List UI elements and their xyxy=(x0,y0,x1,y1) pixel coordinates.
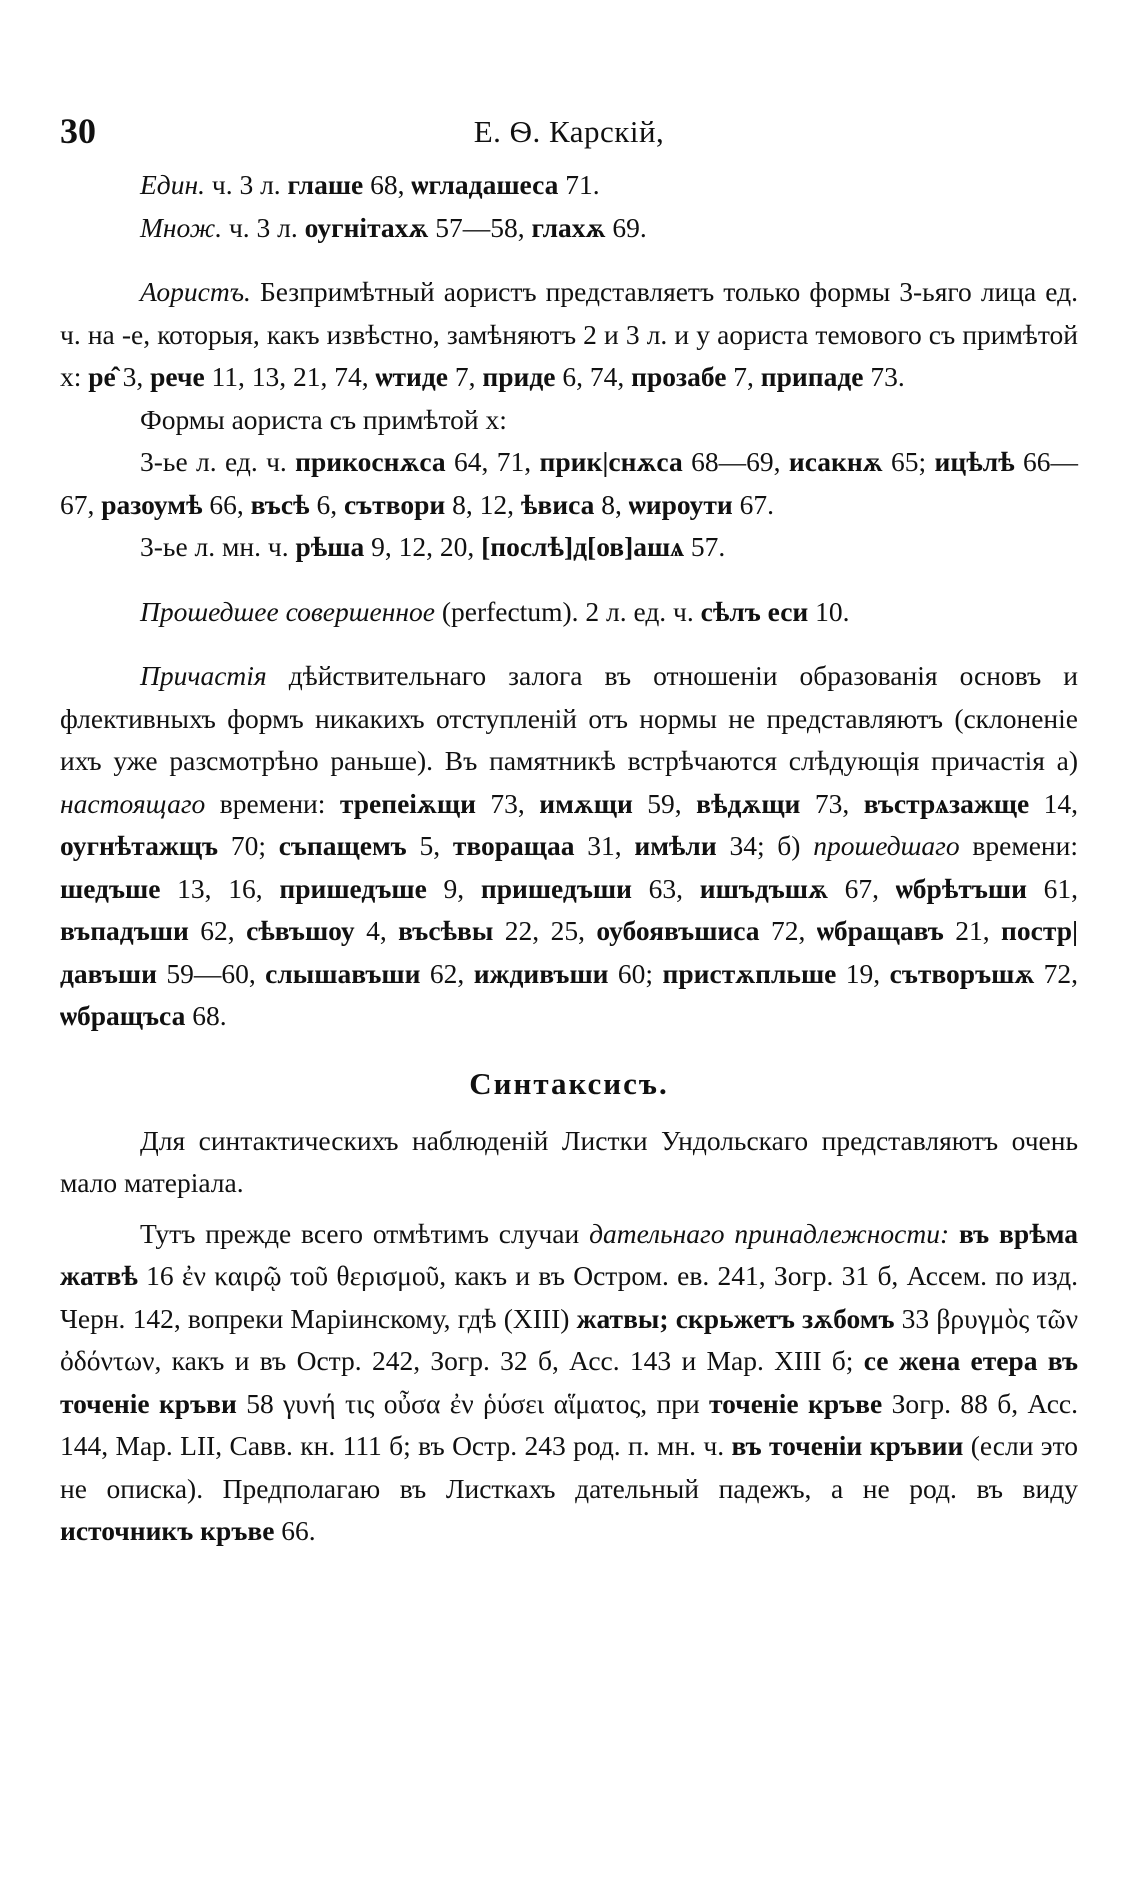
bold-citation: оугнітахѫ xyxy=(304,211,429,243)
bold-citation: сътвори xyxy=(343,488,446,520)
bold-citation: исакнѫ xyxy=(788,446,883,477)
text-run: времени: xyxy=(205,787,340,819)
bold-citation: постр|давъши xyxy=(60,915,1079,989)
bold-citation: прик|снѫса xyxy=(539,446,683,477)
bold-citation: рѣша xyxy=(295,531,365,562)
text-run: 62, xyxy=(188,915,247,946)
text-run: 58 γυνή τις οὖσα ἐν ῥύσει αἵματος, при xyxy=(236,1387,710,1419)
bold-citation: жатвы; скрьжетъ зѫбомъ xyxy=(576,1302,895,1334)
bold-citation: въстрѧзажще xyxy=(863,787,1030,819)
text-run: дѣйствительнаго залога въ отношеніи образованія основъ и флективныхъ формъ никакихъ отступленій отъ нормы не представляютъ (склоненіе ихъ уже разсмотрѣно раньше). Въ памятникѣ встрѣчаются слѣдующія причастія а) xyxy=(60,660,1078,776)
page-header xyxy=(60,96,1078,156)
bold-citation: ре̂ xyxy=(88,361,116,392)
text-run: (если это не описка). Предполагаю въ Листкахъ дательный падежъ, а не род. въ виду xyxy=(60,1430,1079,1504)
bold-citation: имѫщи xyxy=(539,787,633,819)
text-run: 19, xyxy=(836,957,890,989)
bold-citation: точеніе кръве xyxy=(709,1387,883,1419)
text-run: 11, 13, 21, 74, xyxy=(204,361,376,392)
text-run: 57. xyxy=(684,531,726,562)
paragraph-p9 xyxy=(60,1120,1078,1205)
text-run: Для синтактическихъ наблюденій Листки Ундольскаго представляютъ очень мало матеріала. xyxy=(60,1124,1078,1198)
text-run: 22, 25, xyxy=(493,915,597,946)
italic-term: Множ. xyxy=(140,211,223,243)
text-run: 21, xyxy=(943,915,1002,946)
bold-citation: имѣли xyxy=(634,830,717,861)
bold-citation: прикоснѫса xyxy=(295,446,446,477)
paragraph-p2 xyxy=(60,207,1078,250)
text-run: ч. 3 л. xyxy=(222,211,305,243)
bold-citation: ѡбращавъ xyxy=(816,915,944,946)
bold-citation: [послѣ]д[ов]ашѧ xyxy=(481,531,685,562)
paragraph-p4 xyxy=(60,399,1078,442)
bold-citation: иждивъши xyxy=(473,957,609,989)
bold-citation: оубоявъшиса xyxy=(596,915,760,946)
bold-citation: сѣлъ еси xyxy=(700,595,809,627)
text-run: времени: xyxy=(959,830,1078,861)
section-heading: Синтаксисъ. xyxy=(469,1065,669,1101)
text-run: 7, xyxy=(448,361,483,392)
text-run: 71. xyxy=(558,169,600,200)
text-run: 33 βρυγμὸς τῶν ὀδόντων, какъ и въ Остр. 242, Зогр. 32 б, Асс. 143 и Мар. XIII б; xyxy=(60,1302,1078,1376)
text-run: 59—60, xyxy=(156,957,266,989)
italic-term: Аористъ. xyxy=(140,276,251,307)
bold-citation: ицѣлѣ xyxy=(934,446,1015,477)
text-run: 8, xyxy=(594,488,629,520)
bold-citation: пристѫпльше xyxy=(662,957,837,989)
text-run: 64, 71, xyxy=(445,446,540,477)
text-run: 63, xyxy=(631,872,700,904)
text-run: 10. xyxy=(808,595,850,627)
page-number: 30 xyxy=(60,111,96,151)
bold-citation: сѣвъшоу xyxy=(246,915,355,946)
text-run: 69. xyxy=(605,211,647,243)
paragraph-p10 xyxy=(60,1213,1078,1553)
paragraph-p8 xyxy=(60,655,1078,1038)
paragraph-p6 xyxy=(60,526,1078,569)
bold-citation: разоумѣ xyxy=(101,488,203,520)
text-run: 6, xyxy=(309,488,344,520)
bold-citation: се жена етера въ точеніе кръви xyxy=(60,1345,1078,1419)
bold-citation: въсѣвы xyxy=(398,915,494,946)
text-run: 73, xyxy=(475,787,540,819)
bold-citation: ѡбрѣтъши xyxy=(895,872,1027,904)
bold-citation: трепеіѫщи xyxy=(339,787,476,819)
text-run xyxy=(949,1218,959,1249)
text-run: 59, xyxy=(632,787,697,819)
italic-term: Причастія xyxy=(140,660,267,691)
text-run: 62, xyxy=(420,957,474,989)
text-run: 5, xyxy=(406,830,453,861)
text-run: 66—67, xyxy=(60,446,1079,520)
text-run: 61, xyxy=(1026,872,1079,904)
bold-citation: въ точеніи кръвии xyxy=(731,1430,964,1461)
text-run: 66. xyxy=(274,1515,316,1546)
bold-citation: глаше xyxy=(287,169,364,200)
bold-citation: ишъдъшѫ xyxy=(699,872,828,904)
text-run: 60; xyxy=(608,957,663,989)
text-run: 67, xyxy=(827,872,896,904)
text-run: 68, xyxy=(363,169,412,200)
bold-citation: съпащемъ xyxy=(278,830,407,861)
text-run: (perfectum). 2 л. ед. ч. xyxy=(434,595,701,627)
text-run: 9, 12, 20, xyxy=(364,531,482,562)
text-run: 72, xyxy=(759,915,817,946)
text-run: 68. xyxy=(185,1000,227,1031)
text-run: 31, xyxy=(574,830,635,861)
bold-citation: вѣдѫщи xyxy=(696,787,801,819)
bold-citation: шедъше xyxy=(60,872,161,904)
paragraph-p3 xyxy=(60,271,1078,399)
text-run: 73, xyxy=(800,787,864,819)
text-run: 3, xyxy=(115,361,151,392)
page-body xyxy=(60,164,1078,1553)
italic-term: дательнаго принадлежности: xyxy=(589,1217,950,1249)
text-run: 68—69, xyxy=(682,446,789,477)
bold-citation: припаде xyxy=(760,361,864,392)
text-run: 65; xyxy=(882,446,935,477)
italic-term: Един. xyxy=(140,169,205,200)
text-run: 72, xyxy=(1034,957,1079,989)
paragraph-p1 xyxy=(60,164,1078,207)
bold-citation: ѣвиса xyxy=(520,488,595,520)
bold-citation: пришедъши xyxy=(480,872,632,904)
bold-citation: ѡгладашеса xyxy=(411,169,559,200)
text-run: 16 ἐν καιρῷ τοῦ θερισμοῦ, какъ и въ Остром. ев. 241, Зогр. 31 б, Ассем. по изд. Черн. 142, вопреки Маріинскому, гдѣ (XIII) xyxy=(60,1260,1078,1334)
text-run: 73. xyxy=(863,361,905,392)
bold-citation: ѡироути xyxy=(628,488,733,520)
bold-citation: прозабе xyxy=(631,361,727,392)
bold-citation: творащаа xyxy=(452,830,575,861)
italic-term: Прошедшее совершенное xyxy=(140,595,435,627)
bold-citation: оугнѣтажщъ xyxy=(60,830,219,861)
text-run: 14, xyxy=(1029,787,1079,819)
bold-citation: рече xyxy=(150,361,205,392)
text-run: 3-ье л. ед. ч. xyxy=(140,446,296,477)
text-run: 67. xyxy=(732,488,774,520)
bold-citation: приде xyxy=(482,361,556,392)
bold-citation: сътворъшѫ xyxy=(889,957,1035,989)
bold-citation: въсѣ xyxy=(250,488,310,520)
text-run: Формы аориста съ примѣтой х: xyxy=(140,403,507,435)
paragraph-p5 xyxy=(60,441,1078,526)
paragraph-p7 xyxy=(60,591,1078,634)
text-run: 70; xyxy=(218,830,279,861)
bold-citation: въпадъши xyxy=(60,915,189,946)
text-run: 13, 16, xyxy=(160,872,280,904)
text-run: 3-ье л. мн. ч. xyxy=(140,531,296,562)
text-run: Безпримѣтный аористъ представляетъ только формы 3-ьяго лица ед. ч. на -е, которыя, какъ извѣстно, замѣняютъ 2 и 3 л. и у аориста темового съ примѣтой х: xyxy=(60,276,1078,392)
text-run: 9, xyxy=(426,872,481,904)
text-run: 7, xyxy=(726,361,761,392)
running-title: Е. Ѳ. Карскій, xyxy=(473,114,665,149)
italic-term: прошедшаго xyxy=(813,830,960,861)
text-run: 4, xyxy=(354,915,399,946)
bold-citation: ѡбращъса xyxy=(60,1000,186,1031)
bold-citation: въ врѣма жатвѣ xyxy=(60,1217,1078,1291)
text-run: ч. 3 л. xyxy=(204,169,288,200)
text-run: 57—58, xyxy=(428,211,532,243)
bold-citation: пришедъше xyxy=(279,872,427,904)
text-run: 8, 12, xyxy=(445,488,521,520)
text-run: Тутъ прежде всего отмѣтимъ случаи xyxy=(140,1217,590,1249)
text-run: 34; б) xyxy=(716,830,814,861)
text-run: 66, xyxy=(202,488,251,520)
bold-citation: глахѫ xyxy=(531,211,606,243)
bold-citation: ѡтиде xyxy=(375,361,449,392)
bold-citation: слышавъши xyxy=(265,957,421,989)
text-run: Зогр. 88 б, Асс. 144, Мар. LII, Савв. кн. 111 б; въ Остр. 243 род. п. мн. ч. xyxy=(60,1387,1078,1461)
bold-citation: источникъ кръве xyxy=(60,1515,275,1546)
text-run: 6, 74, xyxy=(555,361,632,392)
italic-term: настоящаго xyxy=(60,787,206,819)
